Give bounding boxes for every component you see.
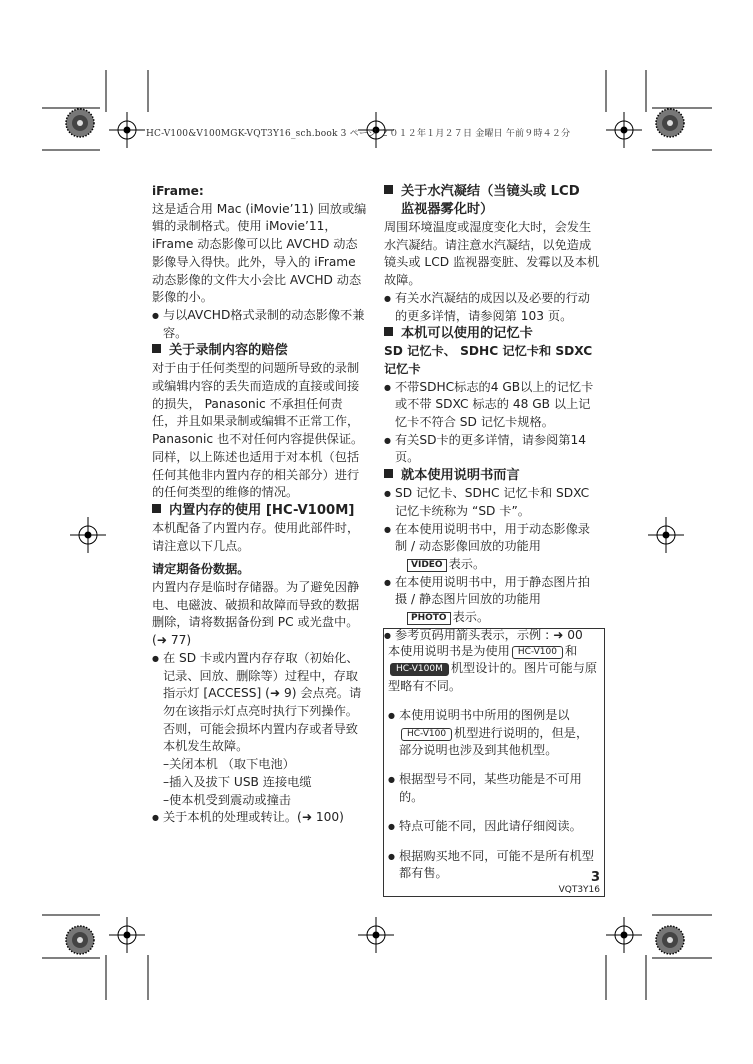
target-mark <box>358 917 394 953</box>
square-icon <box>384 469 393 478</box>
manual-heading: 就本使用说明书而言 <box>384 467 602 485</box>
built-in-memory-text: 本机配备了内置内存。使用此部件时，请注意以下几点。 <box>152 520 360 553</box>
compensation-heading: 关于录制内容的赔偿 <box>152 342 367 360</box>
note-bullet: ● 本使用说明书中所用的图例是以 HC-V100 机型进行说明的，但是，部分说明也涉及到其他机型。 <box>388 707 600 759</box>
square-icon <box>384 185 393 194</box>
built-in-memory-heading: 内置内存的使用 [HC-V100M] <box>152 502 367 520</box>
iframe-title: iFrame: <box>152 184 204 198</box>
backup-heading: 请定期备份数据。 <box>152 562 250 577</box>
print-header: HC-V100&V100MGK-VQT3Y16_sch.book 3 ページ ２０１２年１月２７日 金曜日 午前９時４２分 <box>146 129 571 139</box>
manual-bullet: ● 在本使用说明书中，用于静态图片拍摄 / 静态图片回放的功能用 PHOTO 表示。 <box>384 574 602 627</box>
note-bullet: ● 根据型号不同，某些功能是不可用的。 <box>388 771 600 806</box>
dash-item: –使本机受到震动或撞击 <box>163 792 291 807</box>
note-bullet: ● 根据购买地不同，可能不是所有机型都有售。 <box>388 848 600 883</box>
cards-bullet: ● 不带SDHC标志的4 GB以上的记忆卡或不带 SDXC 标志的 48 GB 以上记忆卡不符合 SD 记忆卡规格。 <box>384 379 602 432</box>
iframe-text: 这是适合用 Mac (iMovie’11) 回放或编辑的录制格式。使用 iMovie’11，iFrame 动态影像可以比 AVCHD 动态影像导入得快。此外，导入的 iFrame 动态影像的文件大小会比 AVCHD 动态影像的小。 <box>152 201 367 305</box>
access-bullet: ● 在 SD 卡或内置内存存取（初始化、记录、回放、删除等）过程中，存取指示灯 [ACCESS] (➜ 9) 会点亮。请勿在该指示灯点亮时执行下列操作。否则，可能会损坏内置内存或者导致本机发生故障。 <box>152 650 367 756</box>
cards-bullet: ● 有关SD卡的更多详情，请参阅第14页。 <box>384 432 602 467</box>
left-column <box>152 183 367 827</box>
target-mark <box>109 112 145 148</box>
manual-bullet: ● 参考页码用箭头表示，示例 : ➜ 00 <box>384 627 602 645</box>
hc-v100-badge: HC-V100 <box>512 646 563 659</box>
hc-v100-badge: HC-V100 <box>401 728 452 741</box>
manual-bullet: ● SD 记忆卡、SDHC 记忆卡和 SDXC 记忆卡统称为 “SD 卡”。 <box>384 485 602 520</box>
cards-subheading: SD 记忆卡、 SDHC 记忆卡和 SDXC 记忆卡 <box>384 344 593 376</box>
square-icon <box>152 344 161 353</box>
backup-text: 内置内存是临时存储器。为了避免因静电、电磁波、破损和故障而导致的数据删除，请将数据备份到 PC 或光盘中。 (➜ 77) <box>152 580 360 648</box>
square-icon <box>384 327 393 336</box>
video-mode-icon: VIDEO <box>407 559 447 572</box>
right-column <box>384 183 602 644</box>
page-number: 3 <box>590 870 600 885</box>
target-mark <box>109 917 145 953</box>
cards-heading: 本机可以使用的记忆卡 <box>384 325 602 343</box>
dispose-bullet: ● 关于本机的处理或转让。(➜ 100) <box>152 809 367 827</box>
model-code: VQT3Y16 <box>558 885 600 895</box>
manual-bullet: ● 在本使用说明书中，用于动态影像录制 / 动态影像回放的功能用 VIDEO 表示。 <box>384 521 602 574</box>
hc-v100m-badge: HC-V100M <box>390 663 449 676</box>
square-icon <box>152 504 161 513</box>
condensation-text: 周围环境温度或湿度变化大时，会发生水汽凝结。请注意水汽凝结，以免造成镜头或 LCD 监视器变脏、发霉以及本机故障。 <box>384 220 600 288</box>
rosette-mark-bottom-left <box>66 926 94 954</box>
target-mark <box>70 517 106 553</box>
model-note-box <box>383 628 605 897</box>
rosette-mark-top-left <box>66 109 94 137</box>
dash-item: –插入及拔下 USB 连接电缆 <box>163 774 312 789</box>
note-intro: 本使用说明书是为使用 HC-V100 和 HC-V100M 机型设计的。图片可能与原型略有不同。 <box>388 644 598 693</box>
condensation-heading-line2: 监视器雾化时） <box>401 202 494 217</box>
rosette-mark-bottom-right <box>656 926 684 954</box>
note-bullet: ● 特点可能不同，因此请仔细阅读。 <box>388 818 600 835</box>
condensation-heading: 关于水汽凝结（当镜头或 LCD <box>384 183 602 201</box>
photo-mode-icon: PHOTO <box>407 612 451 625</box>
rosette-mark-top-right <box>656 109 684 137</box>
target-mark <box>648 517 684 553</box>
target-mark <box>606 917 642 953</box>
compensation-text: 对于由于任何类型的问题所导致的录制或编辑内容的丢失而造成的直接或间接的损失， Panasonic 不承担任何责任，并且如果录制或编辑不正常工作， Panasonic 也不对任何内容提供保证。同样，以上陈述也适用于对本机（包括任何其他非内置内存的相关部分）进行的任何类型的维修的情况。 <box>152 361 364 500</box>
dash-item: –关闭本机 （取下电池） <box>163 757 295 772</box>
iframe-bullet: ● 与以AVCHD格式录制的动态影像不兼容。 <box>152 307 367 342</box>
condensation-bullet: ● 有关水汽凝结的成因以及必要的行动的更多详情，请参阅第 103 页。 <box>384 290 602 325</box>
